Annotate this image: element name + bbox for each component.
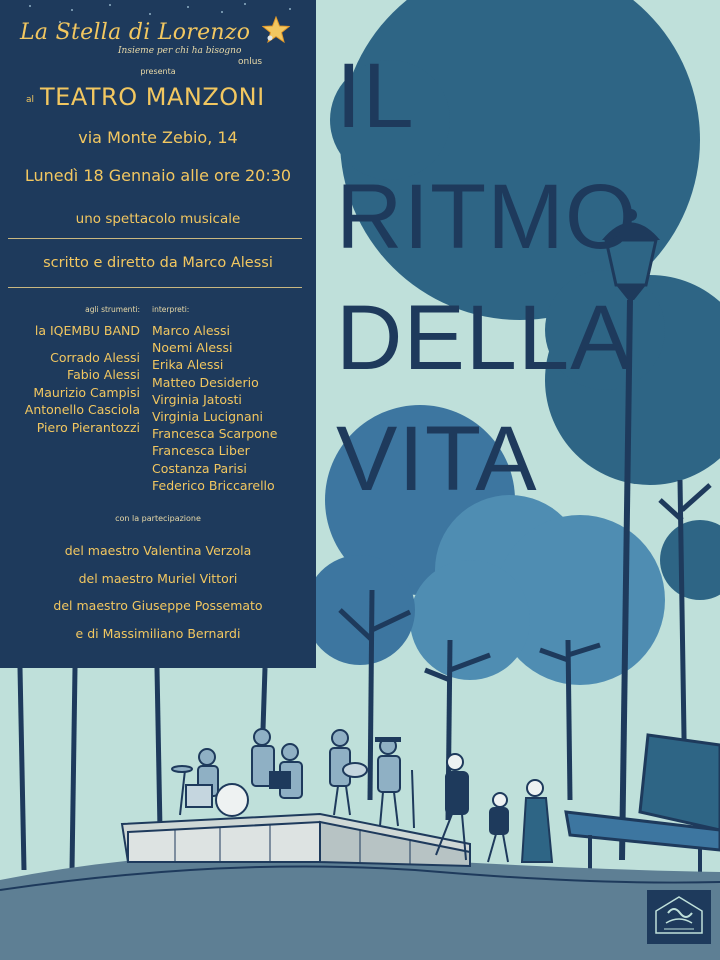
ground [0, 853, 720, 960]
list-item: e di Massimiliano Bernardi [75, 625, 241, 641]
artist-stamp-logo [646, 889, 712, 945]
list-item: Costanza Parisi [152, 460, 247, 476]
venue-name: TEATRO MANZONI [40, 83, 265, 111]
participation-label: con la partecipazione [115, 514, 201, 523]
org-suffix: onlus [238, 57, 263, 67]
show-subtitle: uno spettacolo musicale [75, 211, 241, 227]
list-item: Matteo Desiderio [152, 374, 259, 390]
divider-top [8, 238, 302, 239]
title-line: VITA [336, 408, 538, 510]
venue-address: via Monte Zebio, 14 [78, 128, 238, 147]
list-item: Antonello Casciola [24, 402, 140, 418]
list-item: Erika Alessi [152, 357, 224, 373]
org-name: La Stella di Lorenzo [20, 20, 251, 45]
presents-label: presenta [140, 67, 176, 76]
list-item: Piero Pierantozzi [36, 419, 140, 435]
list-item: Francesca Scarpone [152, 426, 278, 442]
instruments-label: agli strumenti: [85, 305, 140, 314]
participation-list [0, 537, 316, 647]
list-item: Fabio Alessi [67, 367, 140, 383]
list-item: del maestro Valentina Verzola [64, 543, 252, 558]
info-panel [0, 0, 316, 668]
list-item: del maestro Muriel Vittori [78, 570, 238, 586]
list-item: Noemi Alessi [152, 340, 233, 356]
list-item: Virginia Lucignani [152, 409, 264, 425]
band-name: la IQEMBU BAND [34, 323, 140, 338]
show-credit: scritto e diretto da Marco Alessi [43, 255, 273, 271]
show-title [336, 36, 720, 520]
list-item: Marco Alessi [152, 323, 231, 338]
list-item: Francesca Liber [152, 443, 250, 459]
instruments-list [25, 322, 140, 437]
list-item: del maestro Giuseppe Possemato [53, 598, 263, 613]
performers-label: interpreti: [152, 305, 190, 314]
org-tagline: Insieme per chi ha bisogno [118, 46, 242, 56]
list-item: Federico Briccarello [152, 477, 275, 493]
title-line: DELLA [336, 287, 633, 389]
divider-bottom [8, 287, 302, 288]
performers-list [152, 322, 277, 494]
event-datetime: Lunedì 18 Gennaio alle ore 20:30 [24, 166, 292, 185]
title-line: IL RITMO [336, 45, 638, 268]
list-item: Virginia Jatosti [152, 391, 242, 407]
list-item: Maurizio Campisi [33, 384, 140, 400]
venue-prefix: al [26, 95, 35, 105]
star-icon [262, 16, 290, 44]
list-item: Corrado Alessi [50, 349, 140, 365]
